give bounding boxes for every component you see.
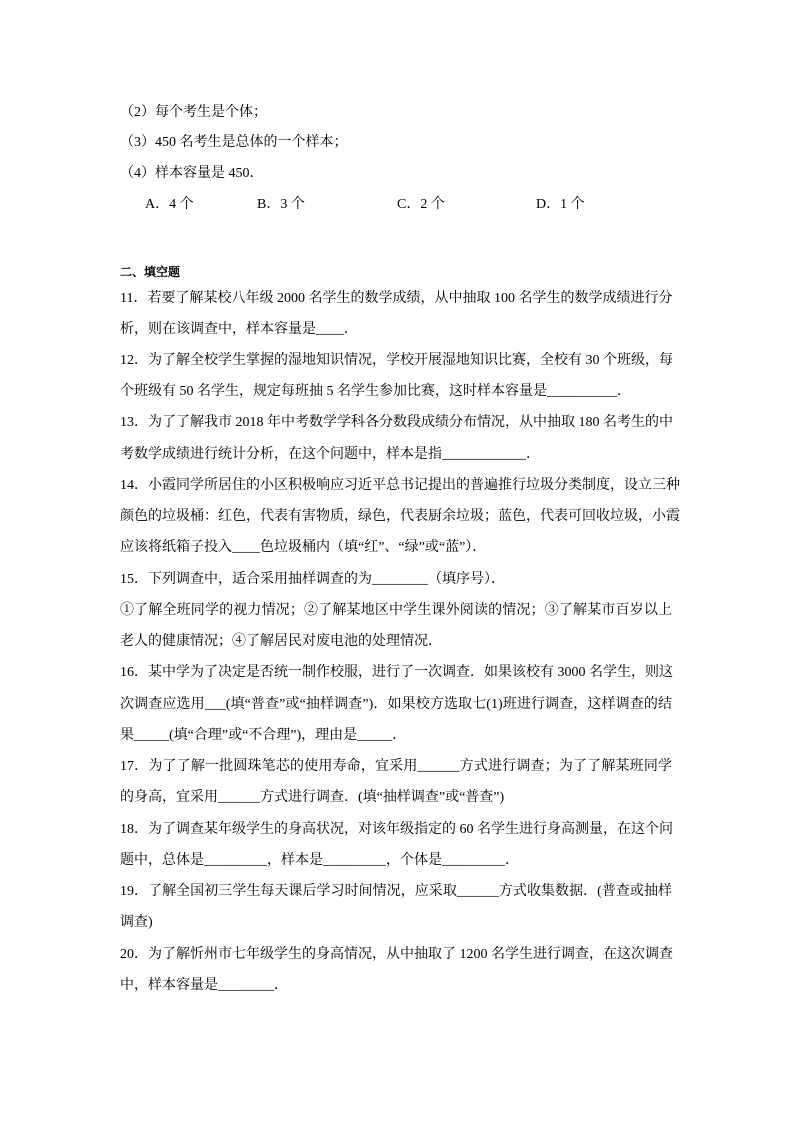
question-line: 析，则在该调查中，样本容量是____． xyxy=(120,322,358,337)
question-line: 13．为了了解我市 2018 年中考数学学科各分数段成绩分布情况，从中抽取 180 名考生的中 xyxy=(120,415,673,430)
question-line: 20．为了解忻州市七年级学生的身高情况，从中抽取了 1200 名学生进行调查，在这次调查 xyxy=(120,947,673,962)
question-line: 个班级有 50 名学生，规定每班抽 5 名学生参加比赛，这时样本容量是__________． xyxy=(120,384,631,399)
question-line: 12．为了解全校学生掌握的湿地知识情况，学校开展湿地知识比赛，全校有 30 个班级，每 xyxy=(120,353,673,368)
question-line: 17．为了了解一批圆珠笔芯的使用寿命，宜采用______方式进行调查；为了了解某班同学 xyxy=(120,759,672,774)
question-line: 19．了解全国初三学生每天课后学习时间情况，应采取______方式收集数据．(普查或抽样 xyxy=(120,884,672,899)
question-line: 的身高，宜采用______方式进行调查．(填“抽样调查”或“普查”) xyxy=(120,790,505,805)
option-d: D．1 个 xyxy=(536,197,585,212)
section-title: 二、填空题 xyxy=(120,265,181,279)
question-line: 题中，总体是_________，样本是_________，个体是_________． xyxy=(120,853,519,868)
question-line: ①了解全班同学的视力情况；②了解某地区中学生课外阅读的情况；③了解某市百岁以上 xyxy=(120,603,672,618)
question-line: 16．某中学为了决定是否统一制作校服，进行了一次调查．如果该校有 3000 名学生，则这 xyxy=(120,665,673,680)
statement-3: （3）450 名考生是总体的一个样本； xyxy=(120,135,348,150)
question-line: 考数学成绩进行统计分析，在这个问题中，样本是指____________． xyxy=(120,447,540,462)
option-a: A．4 个 xyxy=(145,197,194,212)
question-line: 调查) xyxy=(120,915,153,930)
question-line: 14．小霞同学所居住的小区积极响应习近平总书记提出的普遍推行垃圾分类制度，设立三种 xyxy=(120,478,680,493)
option-b: B．3 个 xyxy=(257,197,305,212)
question-line: 中，样本容量是________． xyxy=(120,978,288,993)
question-line: 15．下列调查中，适合采用抽样调查的为________（填序号）． xyxy=(120,572,505,587)
statement-2: （2）每个考生是个体； xyxy=(120,105,267,120)
question-line: 11．若要了解某校八年级 2000 名学生的数学成绩，从中抽取 100 名学生的数学成绩进行分 xyxy=(120,291,673,306)
question-line: 次调查应选用___(填“普查”或“抽样调查”)．如果校方选取七(1)班进行调查，这样调查的结 xyxy=(120,697,672,712)
question-line: 颜色的垃圾桶：红色，代表有害物质，绿色，代表厨余垃圾；蓝色，代表可回收垃圾，小霞 xyxy=(120,509,680,524)
question-line: 果_____(填“合理”或“不合理”)，理由是_____． xyxy=(120,728,407,743)
question-line: 老人的健康情况；④了解居民对废电池的处理情况． xyxy=(120,634,442,649)
statement-4: （4）样本容量是 450． xyxy=(120,166,264,181)
option-c: C．2 个 xyxy=(397,197,445,212)
question-line: 应该将纸箱子投入____色垃圾桶内（填“红”、“绿”或“蓝”）． xyxy=(120,540,487,555)
question-line: 18．为了调查某年级学生的身高状况，对该年级指定的 60 名学生进行身高测量，在这个问 xyxy=(120,822,673,837)
